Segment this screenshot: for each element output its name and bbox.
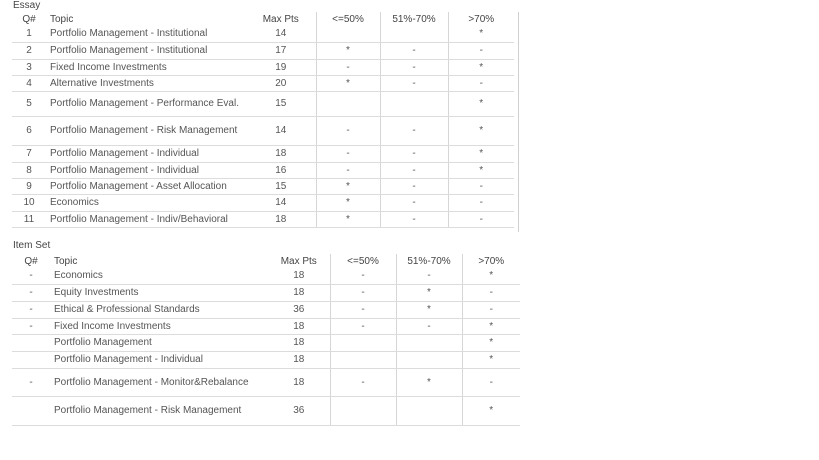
item-set-cell-q [12,396,50,425]
item-set-cell-low: - [330,268,396,284]
item-set-cell-mid: * [396,301,462,318]
item-set-row [12,368,520,396]
essay-cell-mid [380,91,448,116]
item-set-cell-low: - [330,368,396,396]
essay-cell-mid: - [380,162,448,178]
item-set-cell-q: - [12,284,50,301]
item-set-cell-high: * [462,318,520,334]
item-set-row [12,284,520,301]
essay-cell-max: 18 [246,145,316,162]
essay-cell-high: * [448,59,514,75]
essay-cell-mid: - [380,116,448,145]
item-set-col-mid: 51%-70% [396,254,462,268]
essay-row [12,59,514,75]
essay-cell-topic: Portfolio Management - Institutional [46,26,246,42]
item-set-cell-high: - [462,284,520,301]
item-set-cell-high: * [462,268,520,284]
essay-row [12,145,514,162]
essay-cell-max: 19 [246,59,316,75]
essay-col-mid: 51%-70% [380,12,448,26]
essay-cell-high: * [448,26,514,42]
essay-cell-mid: - [380,42,448,59]
essay-cell-topic: Economics [46,194,246,211]
essay-cell-topic: Portfolio Management - Individual [46,145,246,162]
item-set-cell-high: - [462,301,520,318]
essay-cell-low: - [316,145,380,162]
item-set-row [12,301,520,318]
item-set-cell-low [330,351,396,368]
item-set-row [12,351,520,368]
essay-cell-high: - [448,42,514,59]
essay-cell-mid: - [380,178,448,194]
item-set-cell-low: - [330,284,396,301]
essay-cell-high: * [448,145,514,162]
essay-cell-max: 14 [246,194,316,211]
item-set-cell-mid: * [396,368,462,396]
essay-cell-high: - [448,178,514,194]
item-set-cell-topic: Economics [50,268,268,284]
item-set-cell-max: 18 [268,351,330,368]
essay-row [12,162,514,178]
essay-row [12,116,514,145]
essay-col-max: Max Pts [246,12,316,26]
essay-cell-low: * [316,194,380,211]
essay-cell-q: 11 [12,211,46,227]
item-set-cell-mid: - [396,318,462,334]
essay-cell-mid [380,26,448,42]
essay-cell-low: - [316,59,380,75]
item-set-cell-max: 18 [268,334,330,351]
essay-cell-topic: Fixed Income Investments [46,59,246,75]
item-set-col-max: Max Pts [268,254,330,268]
item-set-cell-max: 18 [268,268,330,284]
item-set-row [12,318,520,334]
essay-cell-q: 6 [12,116,46,145]
essay-col-q: Q# [22,13,36,25]
item-set-row [12,334,520,351]
item-set-cell-mid [396,396,462,425]
essay-cell-q: 2 [12,42,46,59]
item-set-row [12,396,520,425]
essay-table [12,12,514,228]
essay-cell-high: * [448,91,514,116]
item-set-cell-q: - [12,268,50,284]
essay-row [12,42,514,59]
item-set-cell-high: - [462,368,520,396]
item-set-col-topic: Topic [54,255,78,267]
item-set-col-q: Q# [24,255,38,267]
item-set-cell-mid: - [396,268,462,284]
item-set-cell-max: 36 [268,396,330,425]
essay-cell-max: 18 [246,211,316,227]
essay-cell-topic: Portfolio Management - Performance Eval. [46,91,246,116]
essay-cell-topic: Portfolio Management - Asset Allocation [46,178,246,194]
essay-cell-mid: - [380,145,448,162]
item-set-cell-topic: Equity Investments [50,284,268,301]
essay-cell-topic: Portfolio Management - Indiv/Behavioral [46,211,246,227]
essay-cell-high: - [448,194,514,211]
essay-cell-mid: - [380,211,448,227]
essay-row [12,211,514,227]
item-set-col-low: <=50% [330,254,396,268]
item-set-cell-q [12,351,50,368]
item-set-cell-low: - [330,318,396,334]
essay-cell-max: 14 [246,26,316,42]
item-set-cell-mid [396,351,462,368]
essay-cell-low: * [316,178,380,194]
item-set-cell-q: - [12,301,50,318]
essay-row [12,75,514,91]
item-set-cell-max: 18 [268,368,330,396]
essay-row [12,194,514,211]
item-set-cell-topic: Ethical & Professional Standards [50,301,268,318]
essay-cell-q: 1 [12,26,46,42]
essay-section-title: Essay [13,0,41,11]
item-set-cell-q: - [12,318,50,334]
essay-cell-max: 14 [246,116,316,145]
essay-row [12,91,514,116]
essay-cell-topic: Portfolio Management - Institutional [46,42,246,59]
item-set-cell-topic: Fixed Income Investments [50,318,268,334]
essay-cell-high: * [448,162,514,178]
item-set-table-panel [12,254,520,426]
item-set-header-row [12,254,520,268]
essay-cell-q: 5 [12,91,46,116]
item-set-cell-topic: Portfolio Management - Monitor&Rebalance [50,368,268,396]
essay-cell-low [316,26,380,42]
essay-cell-low [316,91,380,116]
item-set-cell-mid: * [396,284,462,301]
item-set-cell-q [12,334,50,351]
essay-cell-mid: - [380,59,448,75]
essay-cell-q: 3 [12,59,46,75]
essay-cell-q: 4 [12,75,46,91]
essay-cell-topic: Alternative Investments [46,75,246,91]
essay-header-row [12,12,514,26]
essay-cell-topic: Portfolio Management - Individual [46,162,246,178]
item-set-cell-topic: Portfolio Management [50,334,268,351]
essay-row [12,26,514,42]
essay-cell-max: 16 [246,162,316,178]
essay-cell-low: * [316,75,380,91]
essay-cell-max: 15 [246,178,316,194]
item-set-cell-max: 18 [268,284,330,301]
item-set-cell-high: * [462,396,520,425]
essay-cell-max: 15 [246,91,316,116]
essay-cell-q: 9 [12,178,46,194]
essay-cell-q: 10 [12,194,46,211]
essay-col-topic: Topic [50,13,74,25]
essay-cell-mid: - [380,194,448,211]
item-set-cell-low [330,396,396,425]
item-set-cell-max: 18 [268,318,330,334]
essay-table-panel[interactable] [12,12,519,232]
item-set-cell-max: 36 [268,301,330,318]
item-set-col-high: >70% [478,255,505,267]
item-set-cell-topic: Portfolio Management - Risk Management [50,396,268,425]
essay-col-high: >70% [468,13,495,25]
item-set-cell-topic: Portfolio Management - Individual [50,351,268,368]
item-set-section-title: Item Set [13,240,51,251]
item-set-table [12,254,520,426]
item-set-cell-low [330,334,396,351]
essay-cell-low: - [316,116,380,145]
item-set-cell-high: * [462,334,520,351]
essay-cell-low: - [316,162,380,178]
essay-cell-q: 7 [12,145,46,162]
item-set-cell-q: - [12,368,50,396]
essay-cell-low: * [316,211,380,227]
essay-cell-high: - [448,75,514,91]
item-set-cell-high: * [462,351,520,368]
essay-cell-max: 20 [246,75,316,91]
item-set-row [12,268,520,284]
essay-cell-high: * [448,116,514,145]
essay-cell-topic: Portfolio Management - Risk Management [46,116,246,145]
essay-row [12,178,514,194]
item-set-cell-mid [396,334,462,351]
item-set-cell-low: - [330,301,396,318]
essay-cell-low: * [316,42,380,59]
essay-cell-q: 8 [12,162,46,178]
essay-col-low: <=50% [316,12,380,26]
essay-cell-mid: - [380,75,448,91]
essay-cell-high: - [448,211,514,227]
essay-cell-max: 17 [246,42,316,59]
